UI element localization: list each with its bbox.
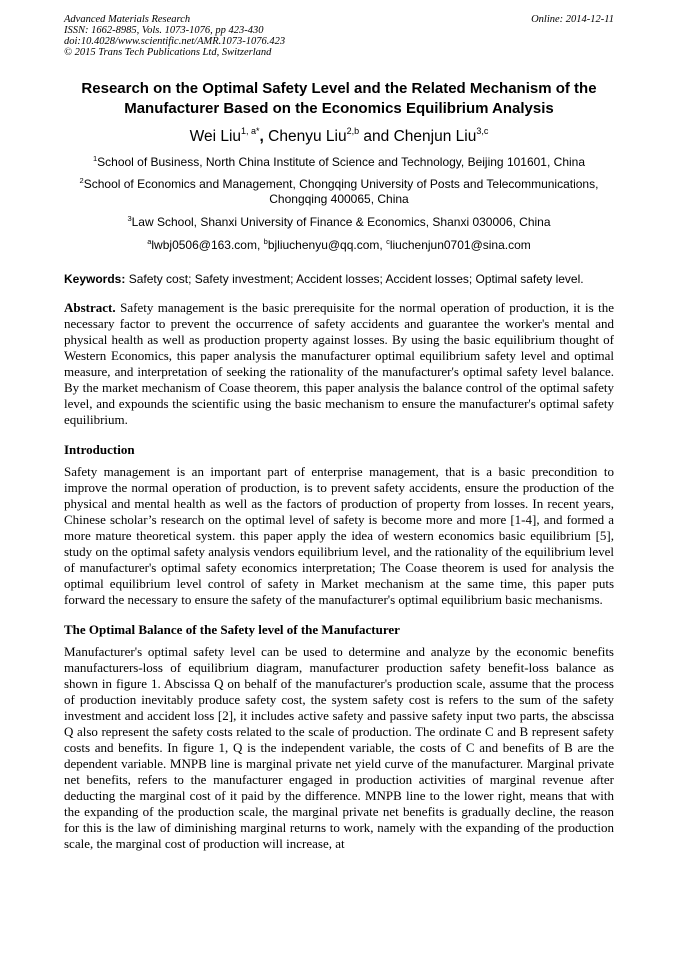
doi-line: doi:10.4028/www.scientific.net/AMR.1073-1076.423 (64, 36, 286, 47)
affiliation-text: Chongqing 400065, China (269, 192, 409, 206)
section-heading-introduction: Introduction (64, 442, 135, 457)
introduction-paragraph: Safety management is an important part of enterprise management, that is a basic precondition to improve the normal operation of production, is to prevent safety accidents, ensure the production of the physical and mental health as well as the factors of production of property from losses. In recent years, Chinese scholar’s research on the optimal level of safety is become more and more [1-4], and formed a more mature theoretical system. this paper apply the idea of western economics basic equilibrium [5], study on the optimal safety analysis vendors equilibrium level, and the rationality of the equilibrium level of manufacturer's optimal safety economics interpretation; The Coase theorem is used for analysis the optimal equilibrium level control of safety in Market mechanism at the same time, this paper puts forward the necessary to ensure the safety of the manufacturer's optimal equilibrium basic mechanisms. (64, 464, 614, 607)
affiliation-text: School of Business, North China Institute of Science and Technology, Beijing 101601, China (97, 155, 586, 169)
section-heading-optimal-balance: The Optimal Balance of the Safety level of the Manufacturer (64, 622, 400, 637)
author-emails (64, 238, 614, 253)
affiliation-3 (64, 215, 614, 230)
keywords (64, 272, 614, 287)
author-name: Chenjun Liu (393, 128, 477, 145)
affiliation-1 (64, 155, 614, 170)
affiliation-text: School of Economics and Management, Chongqing University of Posts and Telecommunications, (83, 177, 599, 191)
online-date: Online: 2014-12-11 (531, 14, 614, 25)
affiliation-mark: 3 (127, 214, 132, 223)
email-mark: c (386, 237, 390, 246)
author-affil-mark: 3,c (476, 126, 489, 136)
abstract-label: Abstract. (64, 300, 116, 315)
email-address: lwbj0506@163.com, (151, 238, 261, 252)
email-mark: b (263, 237, 268, 246)
email-address: bjliuchenyu@qq.com, (267, 238, 383, 252)
abstract-text: Safety management is the basic prerequisite for the normal operation of production, it is the necessary factor to prevent the occurrence of safety accidents and guarantee the worker's mental and physical health as well as production property against losses. By using the basic equilibrium thought of Western Economics, this paper analysis the manufacturer optimal equilibrium safety level and optimal measure, and interpretation of seeking the rationality of the manufacturer's optimal safety level balance. By the market mechanism of Coase theorem, this paper analysis the balance control of the optimal safety level, and expounds the scientific using the basic mechanism to ensure the manufacturer's optimal safety equilibrium. (64, 300, 615, 427)
affiliation-2 (64, 177, 614, 207)
author-affil-mark: 1, a* (241, 126, 260, 136)
copyright-line: © 2015 Trans Tech Publications Ltd, Switzerland (64, 47, 272, 58)
title-line-2: Manufacturer Based on the Economics Equilibrium Analysis (124, 100, 554, 117)
author-name: Wei Liu (189, 128, 242, 145)
issn-line: ISSN: 1662-8985, Vols. 1073-1076, pp 423-430 (64, 25, 264, 36)
author-separator: , (259, 128, 264, 145)
publication-info (64, 14, 285, 58)
author-conjunction: and (363, 128, 390, 145)
author-name: Chenyu Liu (268, 128, 347, 145)
abstract (64, 300, 614, 428)
keywords-text: Safety cost; Safety investment; Accident losses; Accident losses; Optimal safety level. (128, 272, 584, 286)
running-header (64, 14, 614, 58)
affiliation-text: Law School, Shanxi University of Finance & Economics, Shanxi 030006, China (131, 215, 551, 229)
email-mark: a (147, 237, 152, 246)
email-address: liuchenjun0701@sina.com (389, 238, 531, 252)
author-list (64, 127, 614, 147)
title-line-1: Research on the Optimal Safety Level and the Related Mechanism of the (81, 80, 597, 97)
affiliation-mark: 1 (92, 154, 98, 163)
journal-name: Advanced Materials Research (64, 14, 191, 25)
author-affil-mark: 2,b (346, 126, 360, 136)
optimal-balance-paragraph: Manufacturer's optimal safety level can be used to determine and analyze by the economic benefits manufacturers-loss of equilibrium diagram, manufacturer production safety benefit-loss balance as shown in figure 1. Abscissa Q on behalf of the manufacturer's production scale, assume that the process of production inevitably produce safety cost, the system safety cost is refers to the sum of the safety investment and accident loss [2], it includes active safety and passive safety input two parts, the abscissa Q also represent the safety costs related to the scale of production. The ordinate C and B represent safety costs and benefits. In figure 1, Q is the independent variable, the costs of C and benefits of B are the dependent variable. MNPB line is marginal private net yield curve of the manufacturer. Marginal private net benefits, refers to the manufacturer engaged in production activities of marginal revenue after deducting the marginal cost of it paid by the difference. MNPB line to the lower right, means that with the expanding of the production scale, the marginal private net benefits is gradually decline, the reason for this is the law of diminishing marginal returns to work, namely with the expanding of the production scale, the marginal cost of production will increase, at (64, 644, 614, 851)
affiliation-mark: 2 (79, 176, 84, 185)
paper-title (64, 79, 614, 119)
paper-page (64, 14, 614, 852)
keywords-label: Keywords: (64, 272, 126, 286)
